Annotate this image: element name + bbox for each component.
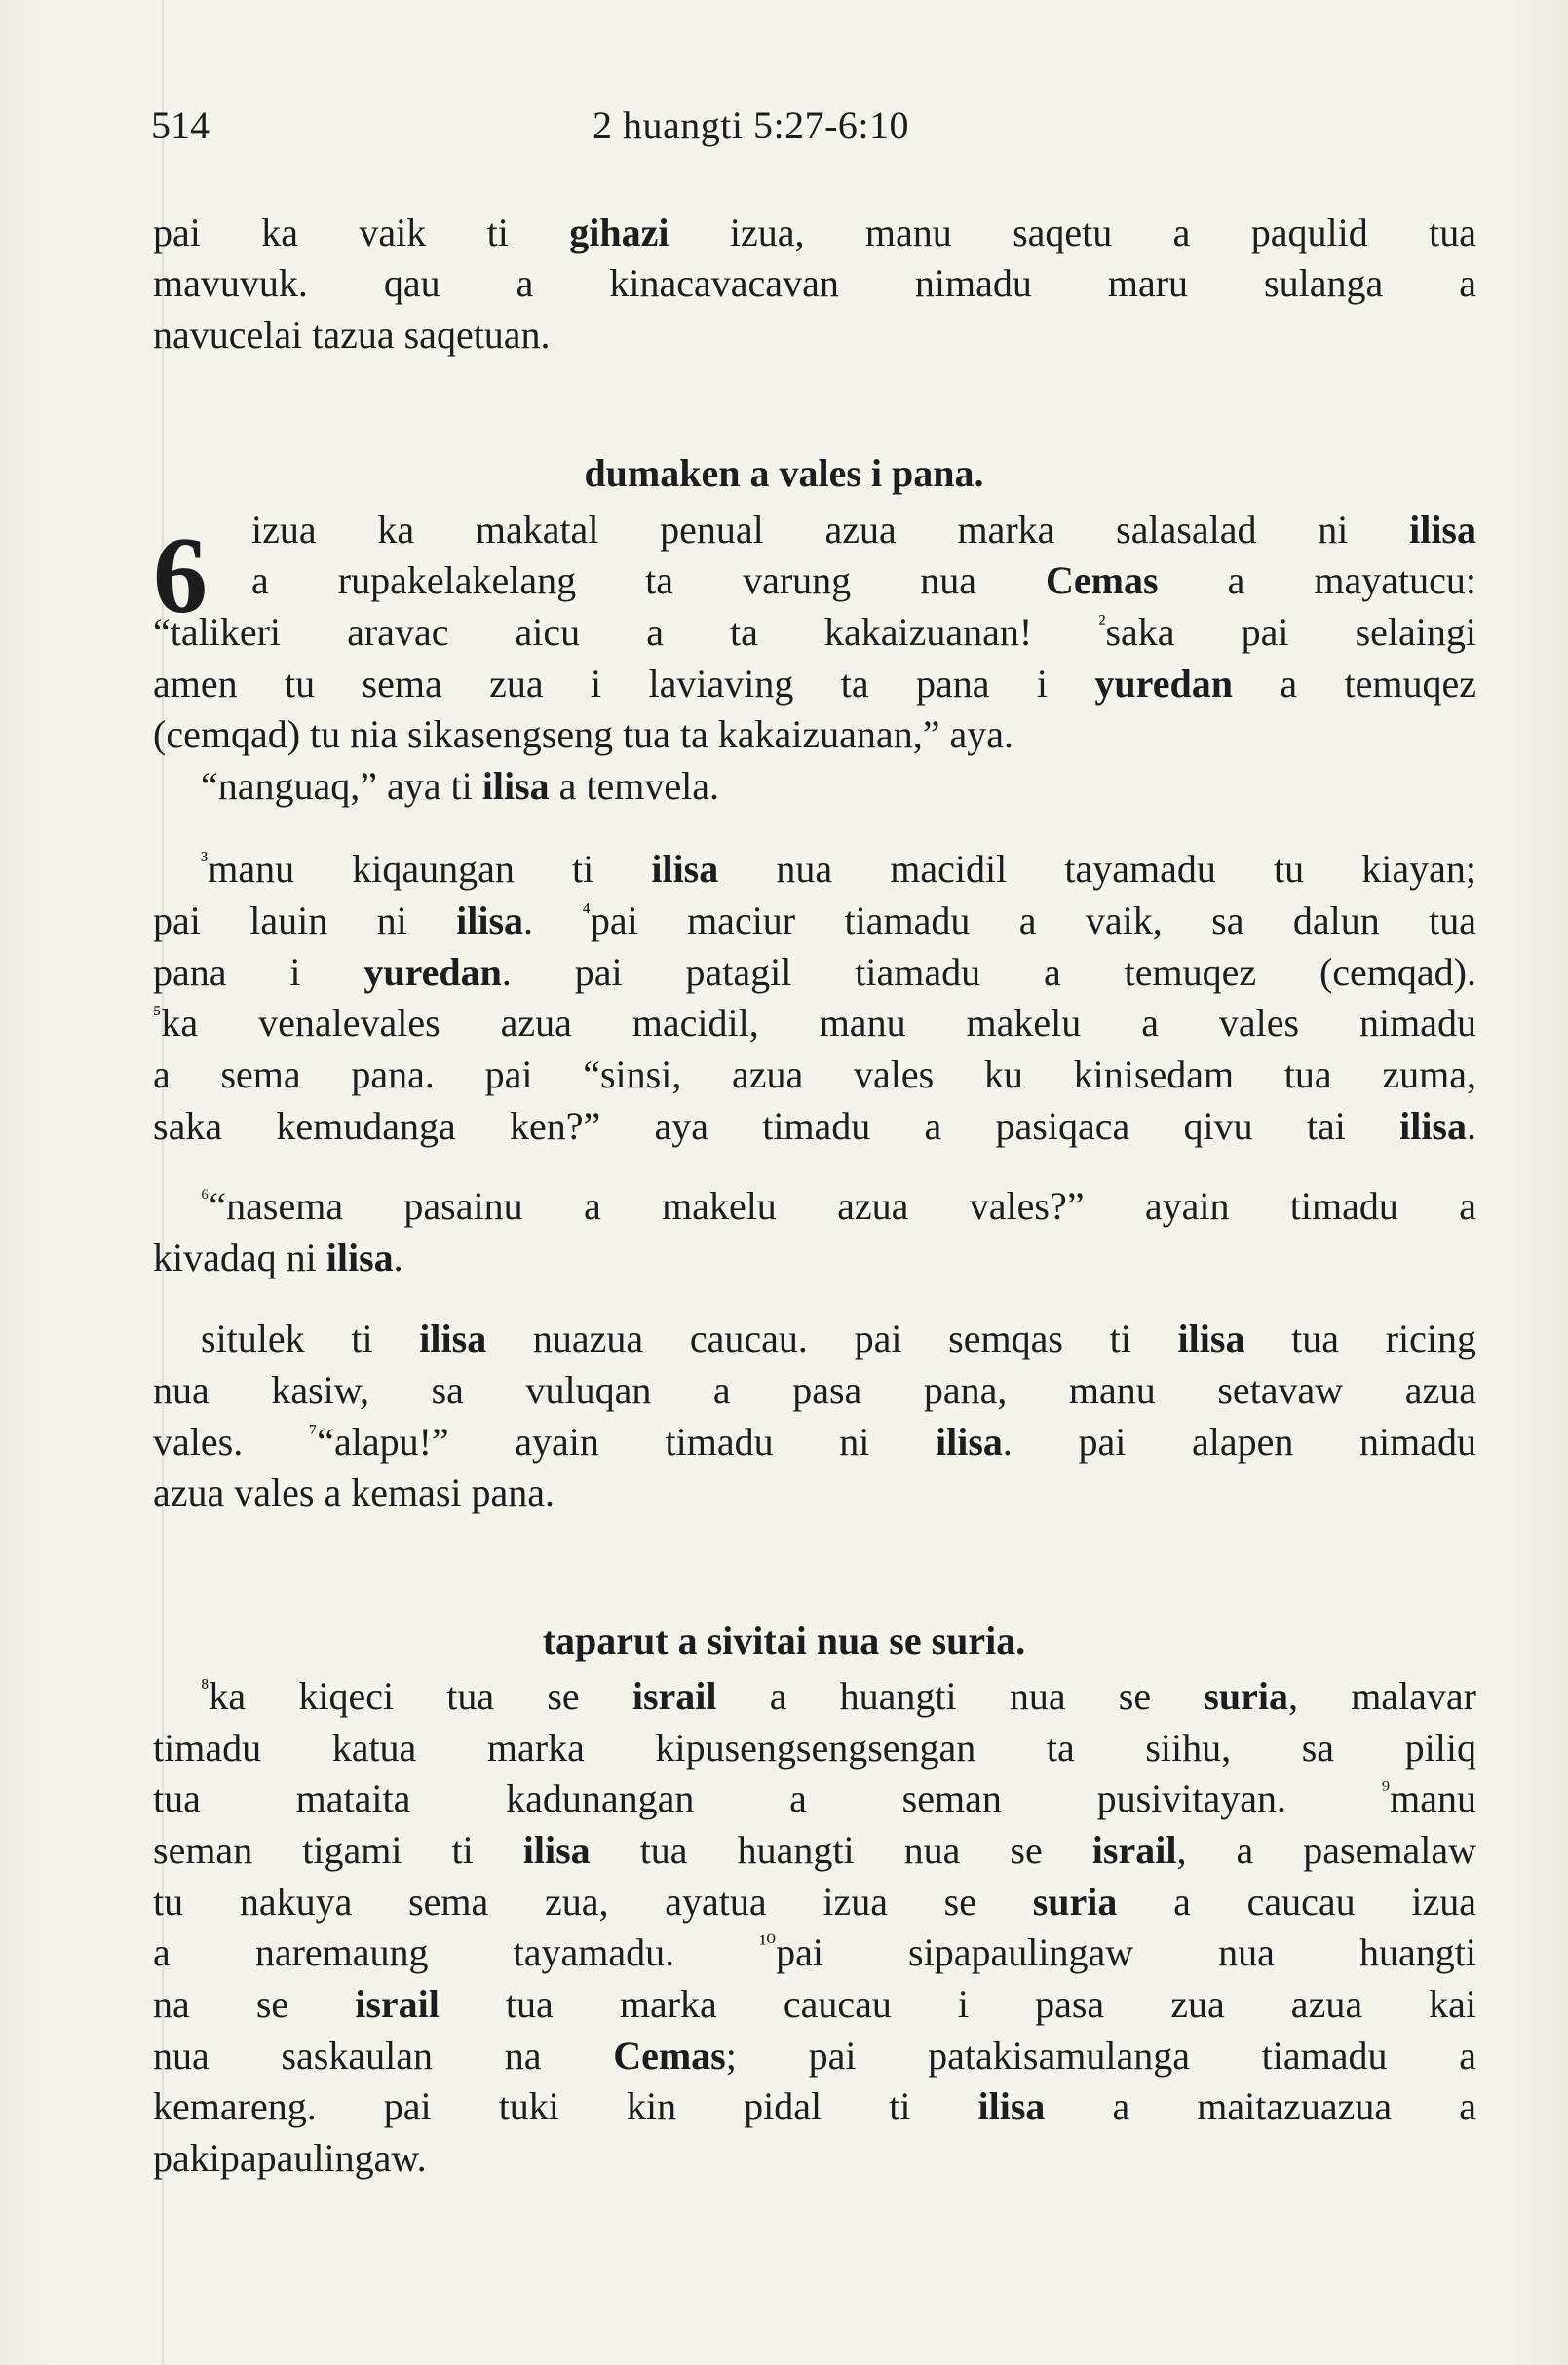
text-line: na se israil tua marka caucau i pasa zua azua kai <box>153 1982 1476 2026</box>
text-line: pana i yuredan. pai patagil tiamadu a temuqez (cemqad). <box>153 950 1476 994</box>
text-line: navucelai tazua saqetuan. <box>153 313 551 357</box>
section-heading: taparut a sivitai nua se suria. <box>542 1619 1026 1662</box>
text-line: “nanguaq,” aya ti ilisa a temvela. <box>201 764 720 808</box>
section-heading: dumaken a vales i pana. <box>584 451 984 495</box>
text-line: situlek ti ilisa nuazua caucau. pai semqas ti ilisa tua ricing <box>201 1316 1477 1360</box>
page-header <box>151 102 1480 161</box>
text-line: tua mataita kadunangan a seman pusivitayan. $^{^9}$manu <box>153 1776 1476 1820</box>
text-line: saka kemudanga ken?” aya timadu a pasiqaca qivu tai ilisa. <box>153 1104 1476 1148</box>
text-line: kemareng. pai tuki kin pidal ti ilisa a maitazuazua a <box>153 2084 1476 2128</box>
text-line: nua kasiw, sa vuluqan a pasa pana, manu setavaw azua <box>153 1368 1476 1412</box>
text-line: (cemqad) tu nia sikasengseng tua ta kakaizuanan,” aya. <box>153 712 1013 756</box>
page-number: 514 <box>151 103 210 147</box>
text-line: mavuvuk. qau a kinacavacavan nimadu maru sulanga a <box>153 261 1476 305</box>
text-line: pai lauin ni ilisa. $^{^4}$pai maciur tiamadu a vaik, sa dalun tua <box>153 898 1476 942</box>
text-line: amen tu sema zua i laviaving ta pana i yuredan a temuqez <box>153 662 1476 706</box>
text-line: a naremaung tayamadu. $^{^{10}}$pai sipapaulingaw nua huangti <box>153 1930 1477 1974</box>
text-line: timadu katua marka kipusengsengsengan ta siihu, sa piliq <box>153 1726 1476 1770</box>
text-line: $^{^8}$ka kiqeci tua se israil a huangti nua se suria, malavar <box>201 1674 1477 1718</box>
text-line: “talikeri aravac aicu a ta kakaizuanan! $^{^2}$saka pai selaingi <box>153 610 1476 654</box>
text-line: pai ka vaik ti gihazi izua, manu saqetu a paqulid tua <box>153 210 1477 254</box>
chapter-number: 6 <box>153 515 208 636</box>
text-line: seman tigami ti ilisa tua huangti nua se israil, a pasemalaw <box>153 1828 1477 1872</box>
text-line: pakipapaulingaw. <box>153 2136 427 2180</box>
text-line: nua saskaulan na Cemas; pai patakisamulanga tiamadu a <box>153 2034 1477 2078</box>
text-line: $^{^3}$manu kiqaungan ti ilisa nua macidil tayamadu tu kiayan; <box>201 847 1476 891</box>
text-line: tu nakuya sema zua, ayatua izua se suria a caucau izua <box>153 1880 1476 1924</box>
text-line: izua ka makatal penual azua marka salasalad ni ilisa <box>251 508 1476 552</box>
text-line: kivadaq ni ilisa. <box>153 1236 403 1279</box>
text-line: a rupakelakelang ta varung nua Cemas a mayatucu: <box>251 558 1477 602</box>
text-line: a sema pana. pai “sinsi, azua vales ku kinisedam tua zuma, <box>153 1052 1476 1096</box>
text-line: $^{^5}$ka venalevales azua macidil, manu makelu a vales nimadu <box>153 1001 1476 1045</box>
text-line: vales. $^{^7}$“alapu!” ayain timadu ni ilisa. pai alapen nimadu <box>153 1420 1477 1464</box>
text-line: azua vales a kemasi pana. <box>153 1470 555 1514</box>
text-line: $^{^6}$“nasema pasainu a makelu azua vales?” ayain timadu a <box>201 1184 1476 1228</box>
running-head: 2 huangti 5:27-6:10 <box>593 103 910 147</box>
